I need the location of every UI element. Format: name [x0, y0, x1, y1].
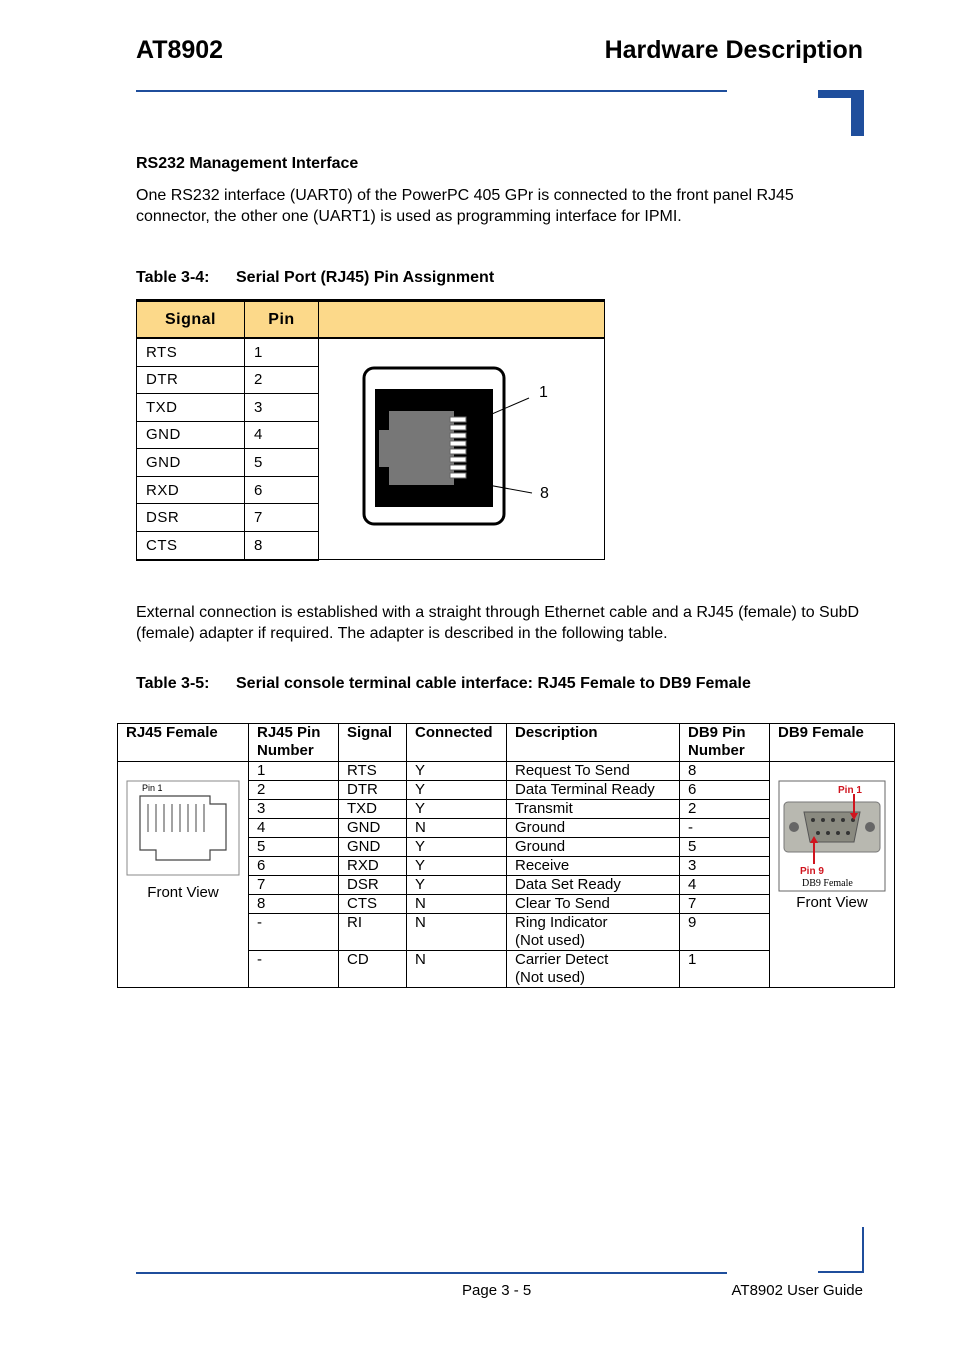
rj45-female-image-cell: [118, 762, 249, 988]
pin-cell: 6: [245, 476, 319, 504]
description-cell: Ring Indicator (Not used): [507, 914, 680, 951]
signal-cell: DSR: [339, 876, 407, 895]
footer-rule: [136, 1272, 727, 1274]
table-row: [137, 338, 605, 366]
connected-cell: Y: [407, 876, 507, 895]
db9-female-image-cell: [770, 762, 895, 988]
chapter-title: Hardware Description: [604, 36, 863, 64]
signal-cell: GND: [137, 421, 245, 449]
db9-pin-cell: 8: [680, 762, 770, 781]
signal-cell: GND: [339, 819, 407, 838]
db9-pin-cell: 6: [680, 781, 770, 800]
col-header-signal: Signal: [137, 301, 245, 339]
doc-title: AT8902: [136, 36, 224, 64]
rj45-pin-cell: 2: [249, 781, 339, 800]
description-cell: Data Terminal Ready: [507, 781, 680, 800]
db9-pin-cell: 5: [680, 838, 770, 857]
header-rule: [136, 90, 727, 92]
rj45-pin-cell: -: [249, 914, 339, 951]
table35-caption: [136, 675, 751, 693]
corner-mark-side: [851, 90, 864, 136]
rj45-pin-cell: 3: [249, 800, 339, 819]
db9-pin-cell: 4: [680, 876, 770, 895]
signal-cell: TXD: [339, 800, 407, 819]
connected-cell: N: [407, 914, 507, 951]
description-cell: Transmit: [507, 800, 680, 819]
db9-pin1-label: Pin 1: [838, 785, 862, 796]
col-header-rj45-female: RJ45 Female: [118, 724, 249, 762]
col-header-rj45-pin: RJ45 Pin Number: [249, 724, 339, 762]
signal-cell: CD: [339, 951, 407, 988]
table34-caption: [136, 269, 494, 287]
rj45-pin-cell: 6: [249, 857, 339, 876]
pin8-label: 8: [540, 485, 550, 502]
adapter-paragraph: External connection is established with a straight through Ethernet cable and a RJ45 (female) to SubD (female) adapter if required. The adapter is described in the following table.: [136, 604, 860, 642]
signal-cell: GND: [339, 838, 407, 857]
description-cell: Data Set Ready: [507, 876, 680, 895]
col-header-pin: Pin: [245, 301, 319, 339]
db9-pin-cell: 2: [680, 800, 770, 819]
footer-corner-bottom: [818, 1271, 864, 1273]
signal-cell: RXD: [137, 476, 245, 504]
table-row: [118, 762, 895, 781]
db9-image-caption: DB9 Female: [802, 878, 853, 889]
pin-cell: 7: [245, 504, 319, 532]
col-header-signal: Signal: [339, 724, 407, 762]
description-cell: Ground: [507, 838, 680, 857]
signal-cell: RXD: [339, 857, 407, 876]
pin-cell: 2: [245, 366, 319, 394]
signal-cell: RTS: [137, 338, 245, 366]
col-header-image: [319, 301, 605, 339]
rj45-pin-cell: 7: [249, 876, 339, 895]
rj45-pin-cell: 1: [249, 762, 339, 781]
table35-caption-number: Table 3-5:: [136, 675, 210, 692]
connected-cell: N: [407, 819, 507, 838]
cable-interface-table: [117, 723, 895, 988]
connected-cell: N: [407, 951, 507, 988]
signal-cell: CTS: [137, 531, 245, 559]
db9-pin-cell: 3: [680, 857, 770, 876]
signal-cell: GND: [137, 449, 245, 477]
rj45-front-view-image: [126, 780, 240, 876]
rj45-pin-cell: 5: [249, 838, 339, 857]
signal-cell: TXD: [137, 394, 245, 422]
connected-cell: N: [407, 895, 507, 914]
connected-cell: Y: [407, 800, 507, 819]
col-header-db9-female: DB9 Female: [770, 724, 895, 762]
signal-cell: DTR: [339, 781, 407, 800]
col-header-connected: Connected: [407, 724, 507, 762]
pin-cell: 4: [245, 421, 319, 449]
connected-cell: Y: [407, 781, 507, 800]
table34-caption-number: Table 3-4:: [136, 269, 210, 286]
rj45-jack-diagram: [319, 339, 604, 555]
db9-pin-cell: -: [680, 819, 770, 838]
description-cell: Clear To Send: [507, 895, 680, 914]
rj45-pin-cell: 8: [249, 895, 339, 914]
signal-cell: RTS: [339, 762, 407, 781]
pin-cell: 5: [245, 449, 319, 477]
pin-assignment-table: [136, 299, 605, 561]
signal-cell: RI: [339, 914, 407, 951]
rj45-pin-cell: 4: [249, 819, 339, 838]
connected-cell: Y: [407, 762, 507, 781]
footer-corner-side: [862, 1227, 864, 1273]
db9-pin9-label: Pin 9: [800, 866, 824, 877]
rj45-pin-cell: -: [249, 951, 339, 988]
pin-cell: 8: [245, 531, 319, 559]
col-header-db9-pin: DB9 Pin Number: [680, 724, 770, 762]
db9-pin-cell: 7: [680, 895, 770, 914]
rj45-socket-cavity: [379, 411, 454, 485]
description-cell: Receive: [507, 857, 680, 876]
db9-front-view-label: Front View: [796, 894, 868, 911]
pin1-label: 1: [539, 384, 549, 401]
description-cell: Request To Send: [507, 762, 680, 781]
rj45-diagram-cell: [319, 338, 605, 560]
table35-caption-title: Serial console terminal cable interface: RJ45 Female to DB9 Female: [236, 675, 751, 692]
description-cell: Ground: [507, 819, 680, 838]
pin-cell: 3: [245, 394, 319, 422]
db9-pin-cell: 1: [680, 951, 770, 988]
description-cell: Carrier Detect (Not used): [507, 951, 680, 988]
guide-title: AT8902 User Guide: [731, 1282, 863, 1299]
rj45-front-view-label: Front View: [147, 884, 219, 901]
section-paragraph: One RS232 interface (UART0) of the PowerPC 405 GPr is connected to the front panel RJ45 connector, the other one (UART1) is used as programming interface for IPMI.: [136, 187, 794, 225]
connected-cell: Y: [407, 857, 507, 876]
col-header-description: Description: [507, 724, 680, 762]
db9-pin-cell: 9: [680, 914, 770, 951]
signal-cell: DSR: [137, 504, 245, 532]
db9-front-view-image: [778, 780, 886, 892]
table34-caption-title: Serial Port (RJ45) Pin Assignment: [236, 269, 495, 286]
rj45-pin1-label: Pin 1: [142, 783, 163, 793]
signal-cell: DTR: [137, 366, 245, 394]
connected-cell: Y: [407, 838, 507, 857]
section-title: RS232 Management Interface: [136, 155, 359, 172]
pin-cell: 1: [245, 338, 319, 366]
signal-cell: CTS: [339, 895, 407, 914]
page-number: Page 3 - 5: [462, 1282, 532, 1299]
